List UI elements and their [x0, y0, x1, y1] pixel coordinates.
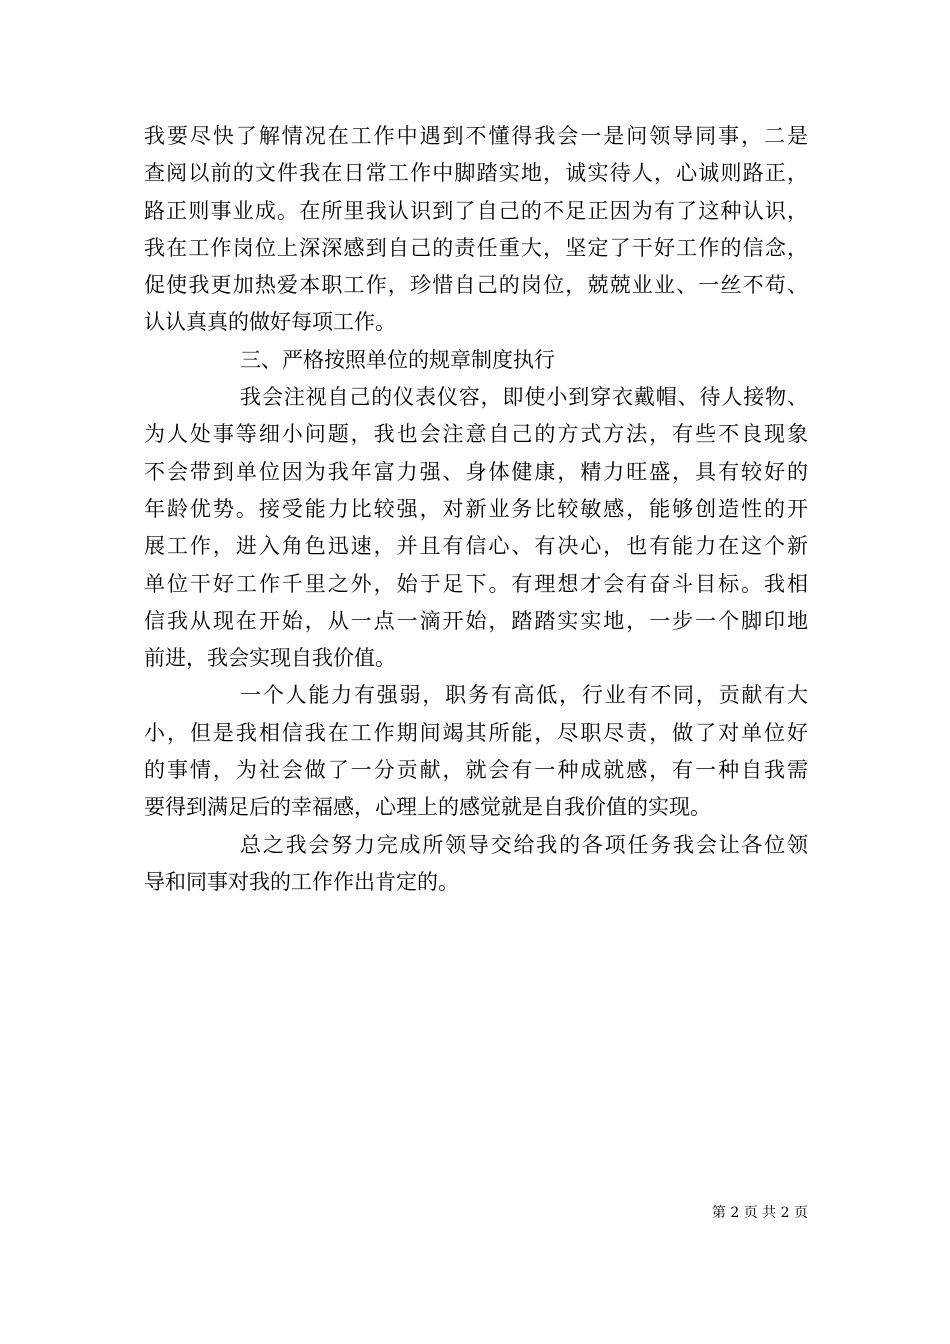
text-line: 不会带到单位因为我年富力强、身体健康，精力旺盛，具有较好的 — [144, 459, 808, 484]
text-line: 促使我更加热爱本职工作，珍惜自己的岗位，兢兢业业、一丝不苟、 — [144, 273, 808, 298]
page-number-footer: 第 2 页 共 2 页 — [711, 1205, 808, 1221]
text-line: 我在工作岗位上深深感到自己的责任重大，坚定了干好工作的信念， — [144, 235, 808, 260]
text-line: 一个人能力有强弱，职务有高低，行业有不同，贡献有大 — [240, 683, 808, 708]
text-line: 小，但是我相信我在工作期间竭其所能，尽职尽责，做了对单位好 — [144, 720, 808, 745]
text-line: 前进，我会实现自我价值。 — [144, 646, 396, 671]
text-line: 单位干好工作千里之外，始于足下。有理想才会有奋斗目标。我相 — [144, 571, 808, 596]
text-line: 查阅以前的文件我在日常工作中脚踏实地，诚实待人，心诚则路正， — [144, 161, 808, 186]
text-line: 信我从现在开始，从一点一滴开始，踏踏实实地，一步一个脚印地 — [144, 608, 808, 633]
text-line: 我要尽快了解情况在工作中遇到不懂得我会一是问领导同事，二是 — [144, 124, 808, 148]
text-line: 路正则事业成。在所里我认识到了自己的不足正因为有了这种认识， — [144, 198, 808, 223]
text-line: 的事情，为社会做了一分贡献，就会有一种成就感，有一种自我需 — [144, 758, 808, 783]
text-line: 展工作，进入角色迅速，并且有信心、有决心，也有能力在这个新 — [144, 534, 808, 559]
text-line: 年龄优势。接受能力比较强，对新业务比较敏感，能够创造性的开 — [144, 496, 808, 521]
text-line: 认认真真的做好每项工作。 — [144, 310, 396, 335]
text-line: 要得到满足后的幸福感，心理上的感觉就是自我价值的实现。 — [144, 795, 711, 820]
text-line: 导和同事对我的工作作出肯定的。 — [144, 869, 459, 894]
section-heading: 三、严格按照单位的规章制度执行 — [240, 347, 555, 372]
text-line: 总之我会努力完成所领导交给我的各项任务我会让各位领 — [240, 832, 808, 857]
document-body — [144, 118, 808, 901]
text-line: 我会注视自己的仪表仪容，即使小到穿衣戴帽、待人接物、 — [240, 385, 808, 410]
text-line: 为人处事等细小问题，我也会注意自己的方式方法，有些不良现象 — [144, 422, 808, 447]
